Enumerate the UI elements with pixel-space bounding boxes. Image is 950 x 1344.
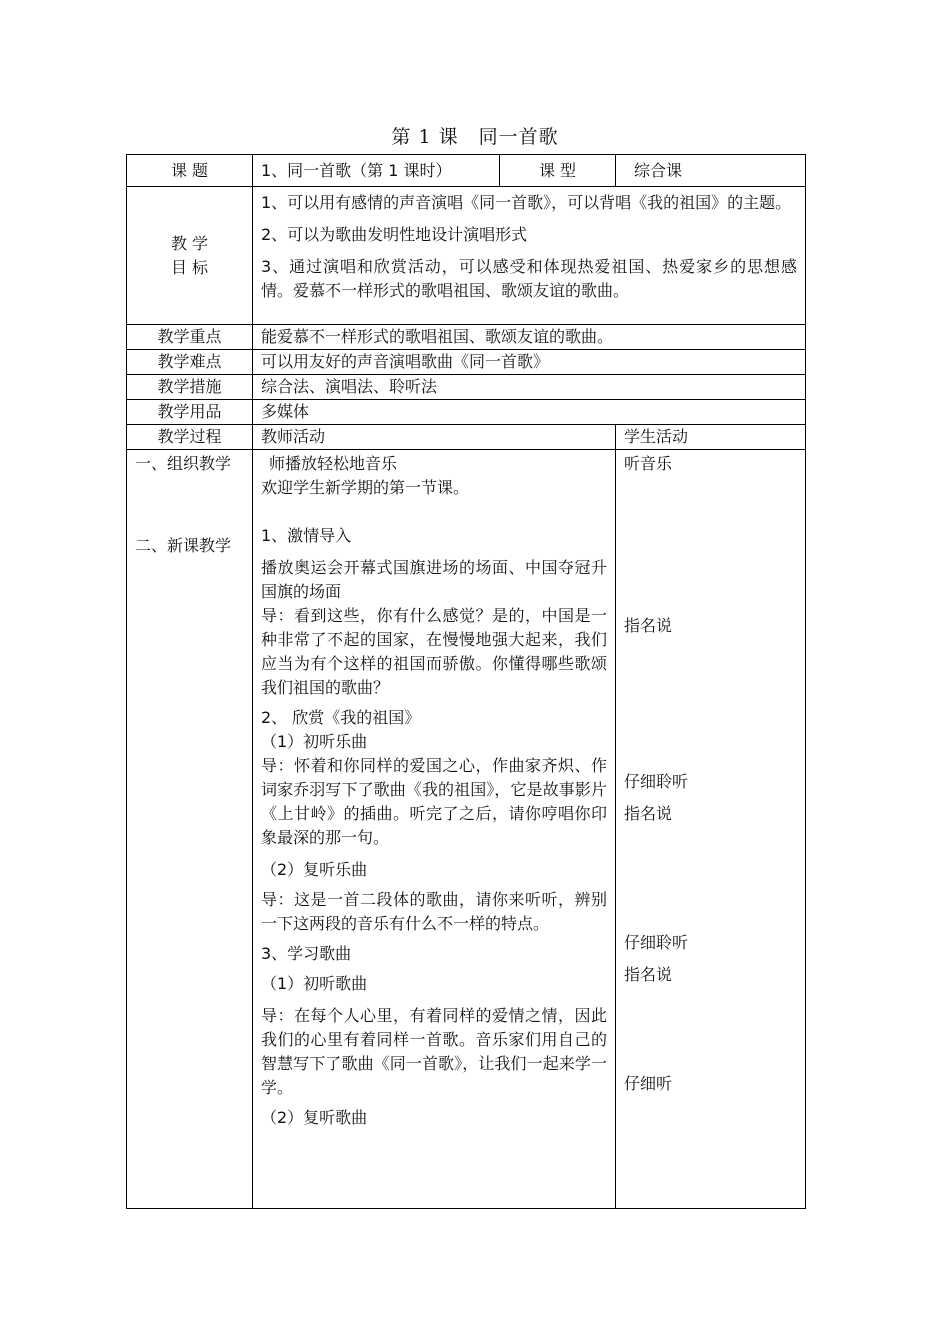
teacher-step: （2）复听歌曲 — [261, 1108, 368, 1127]
teacher-step: 欢迎学生新学期的第一节课。 — [261, 478, 470, 497]
type-value: 综合课 — [616, 155, 806, 187]
stage-new-lesson: 二、新课教学 — [135, 536, 232, 555]
student-step: 听音乐 — [624, 454, 673, 473]
goals-label-line1: 教 学 — [170, 233, 209, 253]
student-step: 仔细聆听 — [624, 933, 689, 952]
teacher-step: （2）复听乐曲 — [261, 860, 368, 879]
goals-content — [253, 187, 806, 325]
teacher-step: 3、学习歌曲 — [261, 944, 352, 963]
row-key-point — [127, 325, 806, 350]
teacher-step: 1、激情导入 — [261, 526, 352, 545]
key-point-value: 能爱慕不一样形式的歌唱祖国、歌颂友谊的歌曲。 — [253, 325, 806, 350]
row-process-body — [127, 450, 806, 1209]
difficulty-label: 教学难点 — [127, 350, 253, 375]
teacher-step: （1）初听乐曲 — [261, 732, 368, 751]
goal-item: 1、可以用有感情的声音演唱《同一首歌》，可以背唱《我的祖国》的主题。 — [261, 193, 792, 212]
row-difficulty — [127, 350, 806, 375]
stage-organize: 一、组织教学 — [135, 454, 232, 473]
methods-label: 教学措施 — [127, 375, 253, 400]
student-activities — [616, 450, 806, 1209]
student-step: 仔细听 — [624, 1074, 673, 1093]
page-title: 第 1 课 同一首歌 — [391, 126, 559, 148]
row-process-header — [127, 425, 806, 450]
key-point-label: 教学重点 — [127, 325, 253, 350]
goal-item: 3、通过演唱和欣赏活动，可以感受和体现热爱祖国、热爱家乡的思想感情。爱慕不一样形式的歌唱祖国、歌颂友谊的歌曲。 — [261, 257, 797, 300]
teacher-step: 播放奥运会开幕式国旗进场的场面、中国夺冠升国旗的场面 — [261, 558, 607, 601]
difficulty-value: 可以用友好的声音演唱歌曲《同一首歌》 — [253, 350, 806, 375]
teacher-step: 导：看到这些，你有什么感觉？是的，中国是一种非常了不起的国家，在慢慢地强大起来，我们应当为有个这样的祖国而骄傲。你懂得哪些歌颂我们祖国的歌曲？ — [261, 606, 607, 697]
teacher-step: （1）初听歌曲 — [261, 974, 368, 993]
teacher-step: 师播放轻松地音乐 — [269, 454, 398, 473]
teacher-step: 导：在每个人心里，有着同样的爱情之情，因此我们的心里有着同样一首歌。音乐家们用自己的智慧写下了歌曲《同一首歌》，让我们一起来学一学。 — [261, 1006, 607, 1097]
goals-label — [127, 187, 253, 325]
student-step: 指名说 — [624, 616, 673, 635]
student-step: 指名说 — [624, 965, 673, 984]
student-step: 指名说 — [624, 804, 673, 823]
row-topic — [127, 155, 806, 187]
row-goals — [127, 187, 806, 325]
methods-value: 综合法、演唱法、聆听法 — [253, 375, 806, 400]
topic-label: 课 题 — [127, 155, 253, 187]
goals-label-line2: 目 标 — [170, 257, 209, 277]
teacher-activity-header: 教师活动 — [253, 425, 616, 450]
teacher-step: 导：这是一首二段体的歌曲，请你来听听，辨别一下这两段的音乐有什么不一样的特点。 — [261, 890, 607, 933]
teacher-activities — [253, 450, 616, 1209]
process-stages — [127, 450, 253, 1209]
student-activity-header: 学生活动 — [616, 425, 806, 450]
teacher-step: 2、 欣赏《我的祖国》 — [261, 708, 421, 727]
supplies-label: 教学用品 — [127, 400, 253, 425]
lesson-plan-table — [126, 154, 806, 1209]
teacher-step: 导：怀着和你同样的爱国之心，作曲家齐炽、作词家乔羽写下了歌曲《我的祖国》，它是故事影片《上甘岭》的插曲。听完了之后，请你哼唱你印象最深的那一句。 — [261, 756, 607, 847]
process-label: 教学过程 — [127, 425, 253, 450]
row-methods — [127, 375, 806, 400]
row-supplies — [127, 400, 806, 425]
goal-item: 2、可以为歌曲发明性地设计演唱形式 — [261, 225, 528, 244]
topic-value: 1、同一首歌（第 1 课时） — [253, 155, 500, 187]
student-step: 仔细聆听 — [624, 772, 689, 791]
supplies-value: 多媒体 — [253, 400, 806, 425]
type-label: 课 型 — [500, 155, 616, 187]
